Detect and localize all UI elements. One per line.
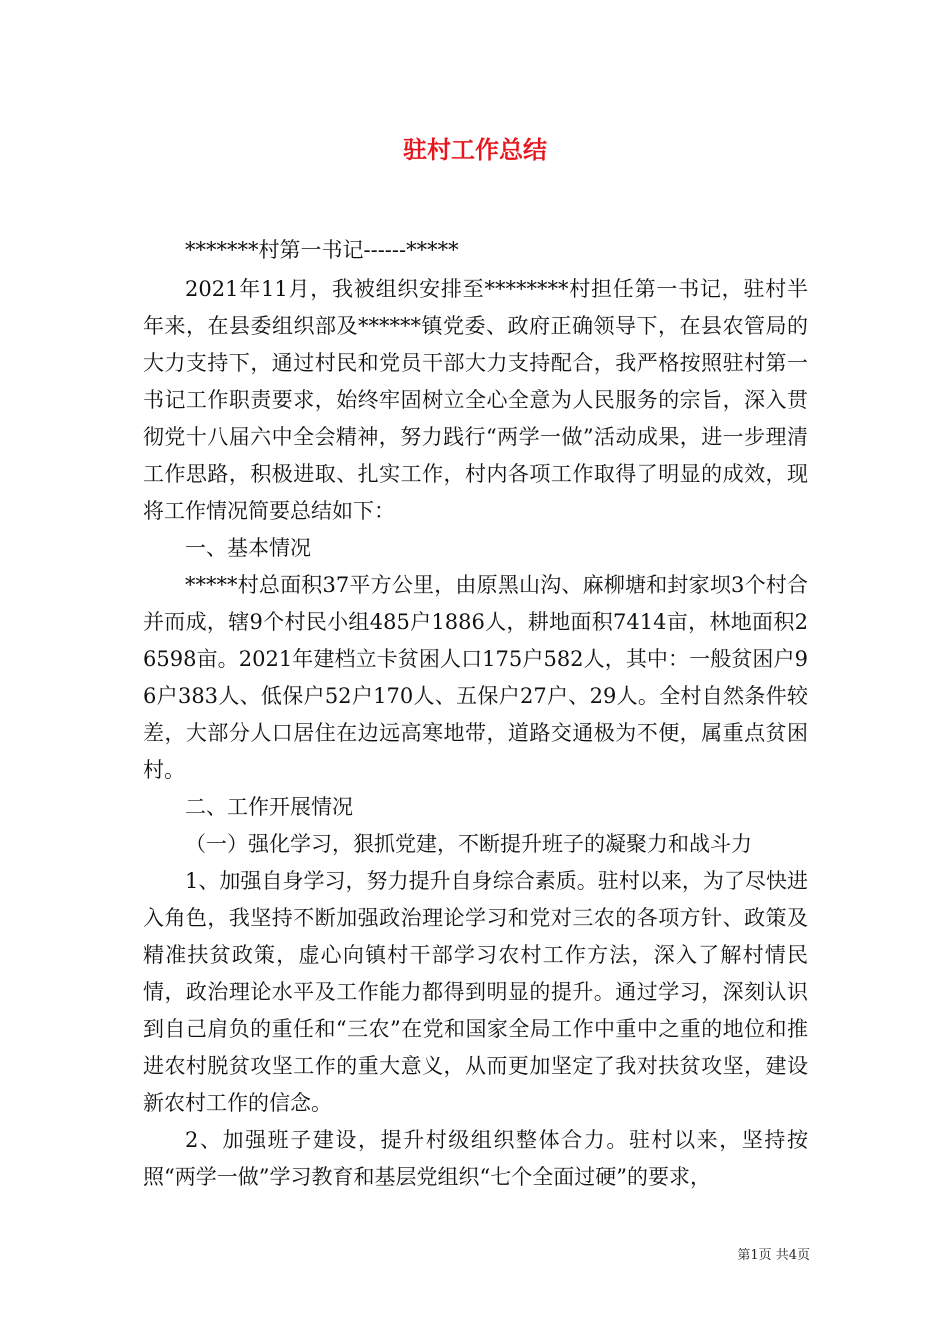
intro-paragraph: 2021年11月，我被组织安排至********村担任第一书记，驻村半年来，在县委组织部及******镇党委、政府正确领导下，在县农管局的大力支持下，通过村民和党员干部大力支持配合，我严格按照驻村第一书记工作职责要求，始终牢固树立全心全意为人民服务的宗旨，深入贯彻党十八届六中全会精神，努力践行“两学一做”活动成果，进一步理清工作思路，积极进取、扎实工作，村内各项工作取得了明显的成效，现将工作情况简要总结如下： <box>143 277 808 523</box>
author-line: *******村第一书记------***** <box>185 238 459 262</box>
basic-info-paragraph: *****村总面积37平方公里，由原黑山沟、麻柳塘和封家坝3个村合并而成，辖9个村民小组485户1886人，耕地面积7414亩，林地面积26598亩。2021年建档立卡贫困人口175户582人，其中：一般贫困户96户383人、低保户52户170人、五保户27户、29人。全村自然条件较差，大部分人口居住在边远高寒地带，道路交通极为不便，属重点贫困村。 <box>143 573 808 782</box>
section-heading-work: 二、工作开展情况 <box>185 795 353 819</box>
section-heading-basic: 一、基本情况 <box>185 536 311 560</box>
subsection-heading-study: （一）强化学习，狠抓党建，不断提升班子的凝聚力和战斗力 <box>185 832 752 856</box>
study-paragraph: 1、加强自身学习，努力提升自身综合素质。驻村以来，为了尽快进入角色，我坚持不断加强政治理论学习和党对三农的各项方针、政策及精准扶贫政策，虚心向镇村干部学习农村工作方法，深入了解村情民情，政治理论水平及工作能力都得到明显的提升。通过学习，深刻认识到自己肩负的重任和“三农”在党和国家全局工作中重中之重的地位和推进农村脱贫攻坚工作的重大意义，从而更加坚定了我对扶贫攻坚，建设新农村工作的信念。 <box>143 869 808 1115</box>
page-number: 第1页 共4页 <box>737 1248 810 1263</box>
team-building-paragraph: 2、加强班子建设，提升村级组织整体合力。驻村以来，坚持按照“两学一做”学习教育和基层党组织“七个全面过硬”的要求， <box>143 1128 808 1189</box>
document-title: 驻村工作总结 <box>403 136 547 164</box>
document-body <box>143 232 808 1196</box>
